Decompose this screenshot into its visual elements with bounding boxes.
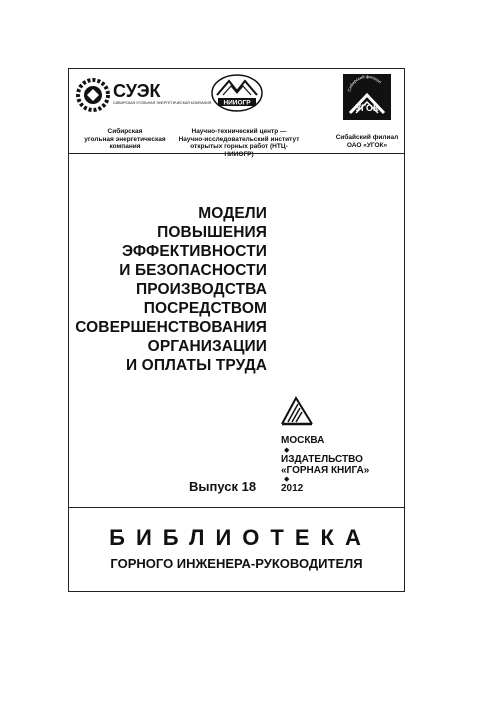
title-line: ПОВЫШЕНИЯ [157, 224, 267, 241]
ugok-logo [342, 73, 392, 126]
diamond-separator-icon: ◆ [284, 476, 290, 483]
publisher-house: ИЗДАТЕЛЬСТВО [281, 454, 363, 465]
suek-emblem-icon [75, 73, 212, 117]
mountain-emblem-icon [209, 73, 265, 117]
caption-line: Сибайский филиал [335, 134, 399, 141]
publication-year: 2012 [281, 483, 304, 494]
publisher-city: МОСКВА [281, 435, 325, 446]
ugok-arc-text: Сибирский филиал [346, 73, 383, 93]
caption-ugok [331, 134, 403, 149]
suek-logo [75, 73, 212, 122]
publisher-logo-icon [279, 394, 315, 426]
suek-tagline: СИБИРСКАЯ УГОЛЬНАЯ ЭНЕРГЕТИЧЕСКАЯ КОМПАНИЯ [113, 101, 212, 105]
series-title: БИБЛИОТЕКА [109, 525, 372, 550]
caption-line: угольная энергетическая [84, 135, 166, 143]
title-line: МОДЕЛИ [198, 205, 267, 222]
caption-line: Сибирская [107, 128, 143, 135]
ntc-niiogr-logo [209, 73, 265, 122]
niiogr-wordmark: НИИОГР [223, 99, 251, 107]
caption-line: Научно-исследовательский институт [178, 135, 300, 143]
series-subtitle: ГОРНОГО ИНЖЕНЕРА-РУКОВОДИТЕЛЯ [110, 556, 363, 571]
title-line: СОВЕРШЕНСТВОВАНИЯ [75, 319, 267, 336]
caption-line: компания [109, 143, 141, 150]
caption-line: открытых горных работ (НТЦ-НИИОГР) [190, 143, 288, 158]
footer-divider [69, 507, 404, 508]
caption-line: Научно-технический центр — [191, 128, 287, 135]
ugok-wordmark: УГОК [355, 103, 379, 113]
title-line: И БЕЗОПАСНОСТИ [119, 262, 267, 279]
book-title [69, 204, 267, 375]
title-line: ПОСРЕДСТВОМ [143, 300, 267, 317]
title-line: ПРОИЗВОДСТВА [136, 281, 267, 298]
ugok-emblem-icon [342, 73, 392, 121]
title-line: ОРГАНИЗАЦИИ [147, 338, 267, 355]
caption-line: ОАО «УГОК» [346, 141, 388, 149]
suek-wordmark: СУЭК [113, 81, 161, 101]
header-divider [69, 153, 404, 154]
caption-suek [71, 128, 179, 151]
cover-frame [68, 68, 405, 592]
publisher-house-name: «ГОРНАЯ КНИГА» [281, 465, 370, 476]
diamond-separator-icon: ◆ [284, 447, 290, 454]
title-line: И ОПЛАТЫ ТРУДА [126, 357, 267, 374]
issue-number: Выпуск 18 [189, 479, 257, 494]
title-line: ЭФФЕКТИВНОСТИ [121, 243, 267, 260]
